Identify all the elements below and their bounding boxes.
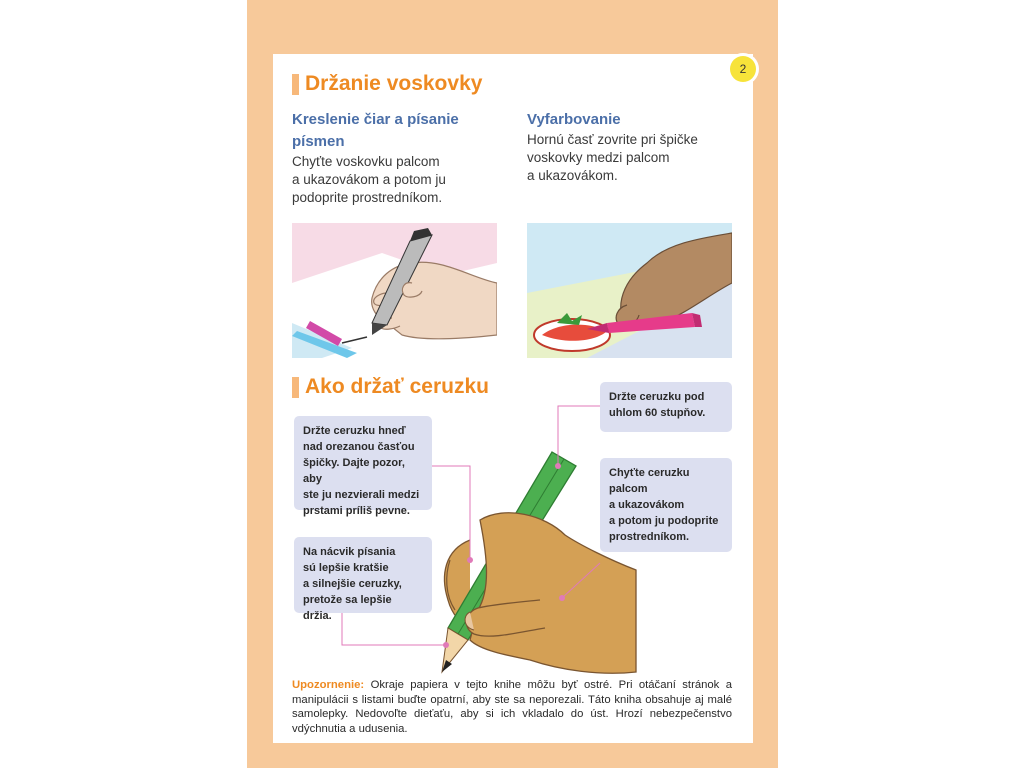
callout-line: nad orezanou časťou	[303, 441, 415, 453]
callout-line: sú lepšie kratšie	[303, 562, 389, 574]
callout-line: palcom	[609, 483, 648, 495]
warning-text: Okraje papiera v tejto knihe môžu byť ostré. Pri otáčaní stránok a manipulácii s listami buďte opatrní, aby ste sa neporezali. Táto kniha obsahuje aj malé samolepky. Nedovoľte dieťaťu, aby si ich vkladalo do úst. Hrozí nebezpečenstvo vdýchnutia a udusenia.	[292, 679, 732, 735]
callout-line: Chyťte ceruzku	[609, 467, 690, 479]
heading-drawing-lines-line1: Kreslenie čiar a písanie	[292, 111, 459, 128]
callout-line: špičky. Dajte pozor, aby	[303, 457, 405, 485]
callout-line: prstami príliš pevne.	[303, 505, 410, 517]
callout-line: uhlom 60 stupňov.	[609, 407, 706, 419]
section-title-crayon-text: Držanie voskovky	[305, 72, 483, 95]
callout-line: Držte ceruzku pod	[609, 391, 705, 403]
text-line: voskovky medzi palcom	[527, 150, 670, 165]
heading-drawing-lines-line2: písmen	[292, 133, 345, 150]
callout-line: a ukazovákom	[609, 499, 685, 511]
heading-coloring: Vyfarbovanie	[527, 111, 621, 128]
callout-short-pencils	[294, 537, 432, 622]
text-line: a ukazovákom.	[527, 168, 618, 183]
callout-line: Držte ceruzku hneď	[303, 425, 406, 437]
callout-line: prostredníkom.	[609, 531, 690, 543]
callout-grip-position	[294, 416, 432, 517]
callout-line: a silnejšie ceruzky,	[303, 578, 402, 590]
text-line: Chyťte voskovku palcom	[292, 154, 440, 169]
warning-label: Upozornenie:	[292, 679, 365, 691]
callout-angle	[600, 382, 732, 432]
callout-line: Na nácvik písania	[303, 546, 396, 558]
callout-line: pretože sa lepšie držia.	[303, 594, 392, 622]
callout-line: ste ju nezvierali medzi	[303, 489, 420, 501]
warning-notice	[292, 678, 732, 736]
callout-line: a potom ju podoprite	[609, 515, 719, 527]
page-number-badge: 2	[730, 56, 756, 82]
section-title-pencil-text: Ako držať ceruzku	[305, 375, 489, 398]
text-line: a ukazovákom a potom ju	[292, 172, 446, 187]
text-line: podoprite prostredníkom.	[292, 190, 443, 205]
text-line: Hornú časť zovrite pri špičke	[527, 132, 698, 147]
callout-finger-grip	[600, 458, 732, 552]
